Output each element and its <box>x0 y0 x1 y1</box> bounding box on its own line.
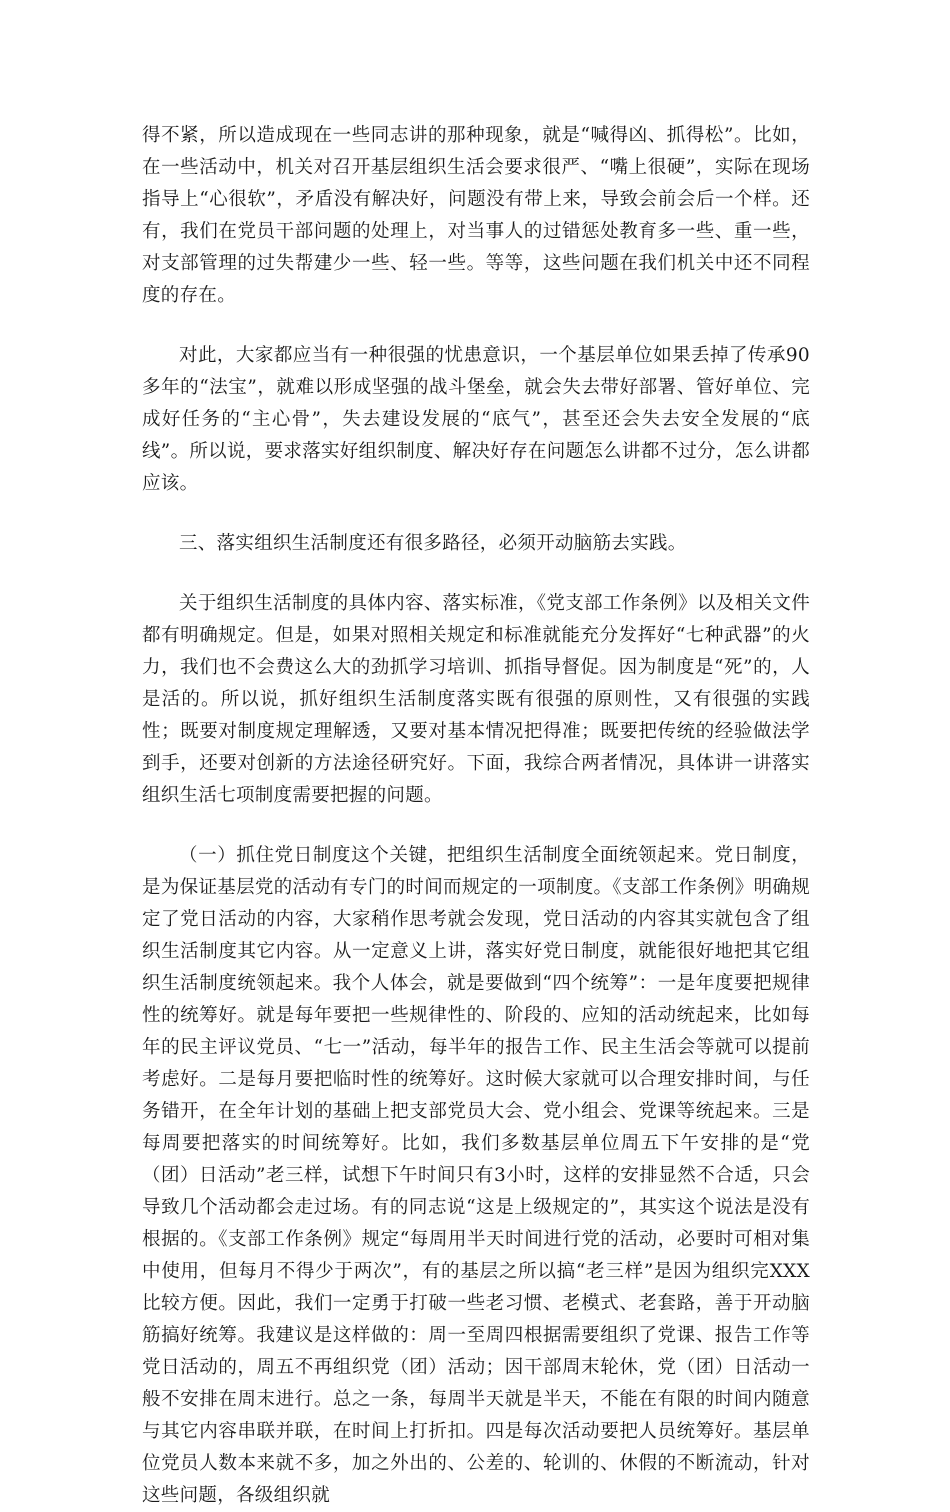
paragraph-continuation: 得不紧，所以造成现在一些同志讲的那种现象，就是“喊得凶、抓得松”。比如，在一些活动中，机关对召开基层组织生活会要求很严、“嘴上很硬”，实际在现场指导上“心很软”，矛盾没有解决好，问题没有带上来，导致会前会后一个样。还有，我们在党员干部问题的处理上，对当事人的过错惩处教育多一些、重一些，对支部管理的过失帮建少一些、轻一些。等等，这些问题在我们机关中还不同程度的存在。 <box>142 125 810 306</box>
paragraph-regulations: 关于组织生活制度的具体内容、落实标准，《党支部工作条例》以及相关文件都有明确规定。但是，如果对照相关规定和标准就能充分发挥好“七种武器”的火力，我们也不会费这么大的劲抓学习培训、抓指导督促。因为制度是“死”的，人是活的。所以说，抓好组织生活制度落实既有很强的原则性，又有很强的实践性；既要对制度规定理解透，又要对基本情况把得准；既要把传统的经验做法学到手，还要对创新的方法途径研究好。下面，我综合两者情况，具体讲一讲落实组织生活七项制度需要把握的问题。 <box>142 593 810 806</box>
paragraph-spacer <box>142 812 810 840</box>
document-page <box>142 120 810 1512</box>
paragraph-spacer <box>142 312 810 340</box>
paragraph-spacer <box>142 560 810 588</box>
paragraph-party-day-system: （一）抓住党日制度这个关键，把组织生活制度全面统领起来。党日制度，是为保证基层党的活动有专门的时间而规定的一项制度。《支部工作条例》明确规定了党日活动的内容，大家稍作思考就会发现，党日活动的内容其实就包含了组织生活制度其它内容。从一定意义上讲，落实好党日制度，就能很好地把其它组织生活制度统领起来。我个人体会，就是要做到“四个统筹”：一是年度要把规律性的统筹好。就是每年要把一些规律性的、阶段的、应知的活动统起来，比如每年的民主评议党员、“七一”活动，每半年的报告工作、民主生活会等就可以提前考虑好。二是每月要把临时性的统筹好。这时候大家就可以合理安排时间，与任务错开，在全年计划的基础上把支部党员大会、党小组会、党课等统起来。三是每周要把落实的时间统筹好。比如，我们多数基层单位周五下午安排的是“党（团）日活动”老三样，试想下午时间只有3小时，这样的安排显然不合适，只会导致几个活动都会走过场。有的同志说“这是上级规定的”，其实这个说法是没有根据的。《支部工作条例》规定“每周用半天时间进行党的活动，必要时可相对集中使用，但每月不得少于两次”，有的基层之所以搞“老三样”是因为组织完XXX比较方便。因此，我们一定勇于打破一些老习惯、老模式、老套路，善于开动脑筋搞好统筹。我建议是这样做的：周一至周四根据需要组织了党课、报告工作等党日活动的，周五不再组织党（团）活动；因干部周末轮休，党（团）日活动一般不安排在周末进行。总之一条，每周半天就是半天，不能在有限的时间内随意与其它内容串联并联，在时间上打折扣。四是每次活动要把人员统筹好。基层单位党员人数本来就不多，加之外出的、公差的、轮训的、休假的不断流动，针对这些问题，各级组织就 <box>142 845 810 1506</box>
paragraph-worry-awareness: 对此，大家都应当有一种很强的忧患意识，一个基层单位如果丢掉了传承90多年的“法宝”，就难以形成坚强的战斗堡垒，就会失去带好部署、管好单位、完成好任务的“主心骨”，失去建设发展的“底气”，甚至还会失去安全发展的“底线”。所以说，要求落实好组织制度、解决好存在问题怎么讲都不过分，怎么讲都应该。 <box>142 345 810 494</box>
section-heading-three: 三、落实组织生活制度还有很多路径，必须开动脑筋去实践。 <box>179 533 687 554</box>
paragraph-spacer <box>142 500 810 528</box>
